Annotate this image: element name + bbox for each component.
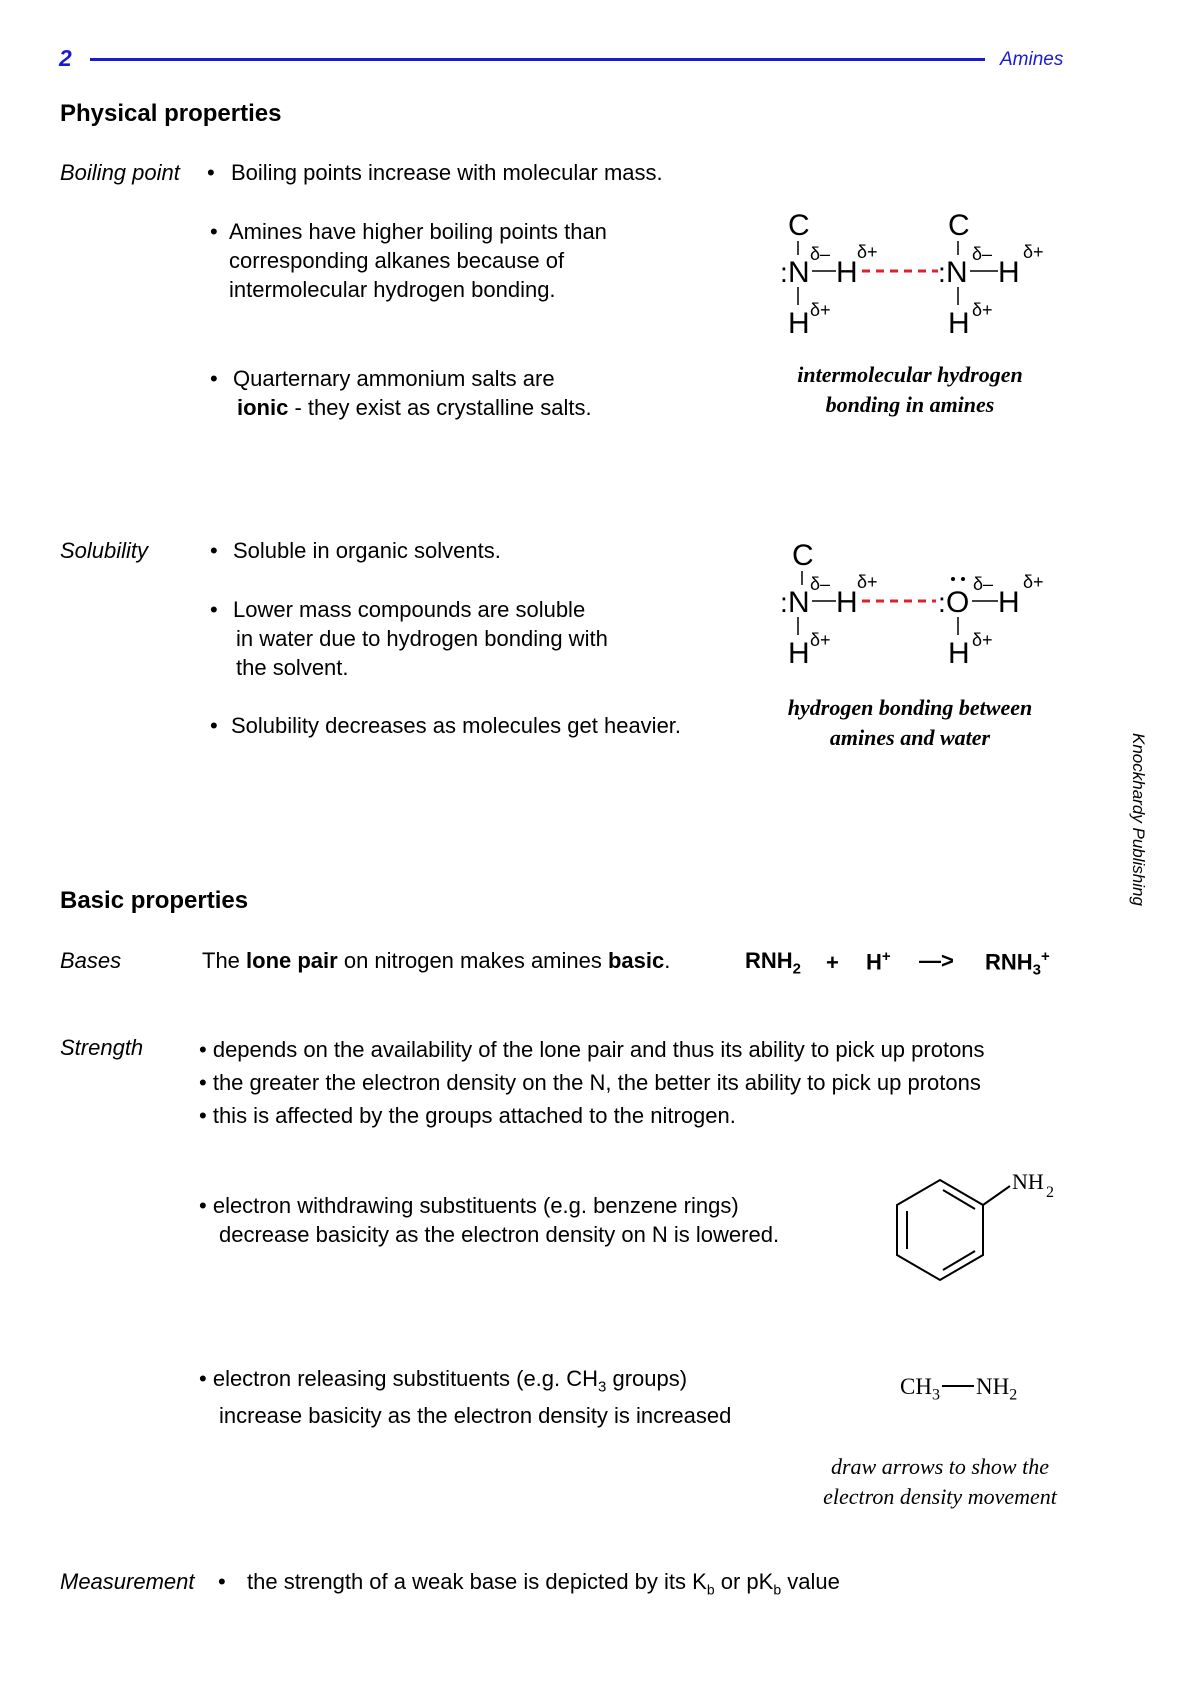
delta-plus: δ+ [1023,572,1044,592]
lone-pair: : [938,587,946,618]
delta-minus: δ– [810,244,831,264]
delta-plus: δ+ [972,630,993,650]
lone-pair: : [780,257,788,288]
atom-c: C [792,539,814,572]
aniline-nh2: NH [1012,1169,1044,1194]
boiling-point-2: Amines have higher boiling points than corresponding alkanes because of intermolecular hydrogen bonding. [229,219,607,302]
equation-product: $RNH_3^+$ [985,948,1050,979]
atom-h: H [948,637,970,670]
delta-plus: δ+ [810,630,831,650]
measurement-text: the strength of a weak base is depicted by its $K_b$ or $pK_b$ value [247,1569,840,1598]
releasing-text: • electron releasing substituents (e.g. $CH_3$ groups) increase basicity as the electron density is increased [199,1366,732,1429]
label-strength: Strength [60,1035,144,1060]
solubility-1: Soluble in organic solvents. [233,538,501,563]
atom-h: H [998,256,1020,289]
delta-minus: δ– [973,574,994,594]
equation-plus: + [826,950,839,975]
header-title: Amines [1000,49,1064,70]
bullet: • [210,219,218,244]
diagram2-caption: hydrogen bonding between amines and water [787,695,1033,750]
atom-o: O [946,586,970,619]
atom-n: N [946,256,968,289]
atom-n: N [788,256,810,289]
atom-h: H [998,586,1020,619]
withdrawing-text: • electron withdrawing substituents (e.g. benzene rings) decrease basicity as the electron density on N is lowered. [199,1193,780,1247]
bullet: • [210,597,218,622]
atom-c: C [948,209,970,242]
bullet: • [218,1569,226,1594]
instruction-text: draw arrows to show the electron density movement [823,1454,1057,1509]
delta-plus: δ+ [857,572,878,592]
publisher-side-text: Knockhardy Publishing [1129,733,1148,906]
bullet: • [210,366,218,391]
bullet: • [210,538,218,563]
atom-h: H [788,637,810,670]
label-solubility: Solubility [60,538,149,563]
solubility-3: Solubility decreases as molecules get heavier. [231,713,682,738]
delta-plus: δ+ [972,300,993,320]
hbond-water-diagram [770,535,1060,675]
bases-text: The lone pair on nitrogen makes amines basic. [202,948,671,973]
equation-reactant2: H+ [866,948,891,975]
strength-points: • depends on the availability of the lone pair and thus its ability to pick up protons • the greater the electron density on the N, the better its ability to pick up protons • this is affected by the groups attached to the nitrogen. [199,1037,985,1128]
lone-pair: : [780,587,788,618]
lone-pair: : [938,257,946,288]
delta-plus: δ+ [810,300,831,320]
atom-h: H [836,586,858,619]
aniline-sub: 2 [1046,1184,1054,1201]
atom-h: H [788,307,810,340]
atom-h: H [948,307,970,340]
page-number: 2 [59,45,72,71]
delta-minus: δ– [972,244,993,264]
section-title-physical: Physical properties [60,100,282,127]
section-title-basic: Basic properties [60,887,249,914]
boiling-point-1: Boiling points increase with molecular mass. [231,160,663,185]
delta-plus: δ+ [1023,242,1044,262]
atom-n: N [788,586,810,619]
atom-h: H [836,256,858,289]
equation-arrow: —> [919,948,954,973]
bullet: • [210,713,218,738]
solubility-2: Lower mass compounds are soluble in water due to hydrogen bonding with the solvent. [233,597,608,680]
single-bond [942,1385,974,1387]
aniline-structure [880,1160,1070,1290]
delta-minus: δ– [810,574,831,594]
label-boiling-point: Boiling point [60,160,180,185]
boiling-point-3: Quarternary ammonium salts are ionic - they exist as crystalline salts. [233,366,592,420]
label-measurement: Measurement [60,1569,195,1594]
diagram1-caption: intermolecular hydrogen bonding in amines [797,362,1023,417]
hbond-amines-diagram [770,205,1060,345]
delta-plus: δ+ [857,242,878,262]
equation-reactant1: $RNH_2$ [745,948,802,978]
atom-c: C [788,209,810,242]
header-rule [90,58,985,61]
label-bases: Bases [60,948,122,973]
methylamine-structure: $CH_3$ $NH_2$ [900,1374,1018,1404]
bullet: • [207,160,215,185]
